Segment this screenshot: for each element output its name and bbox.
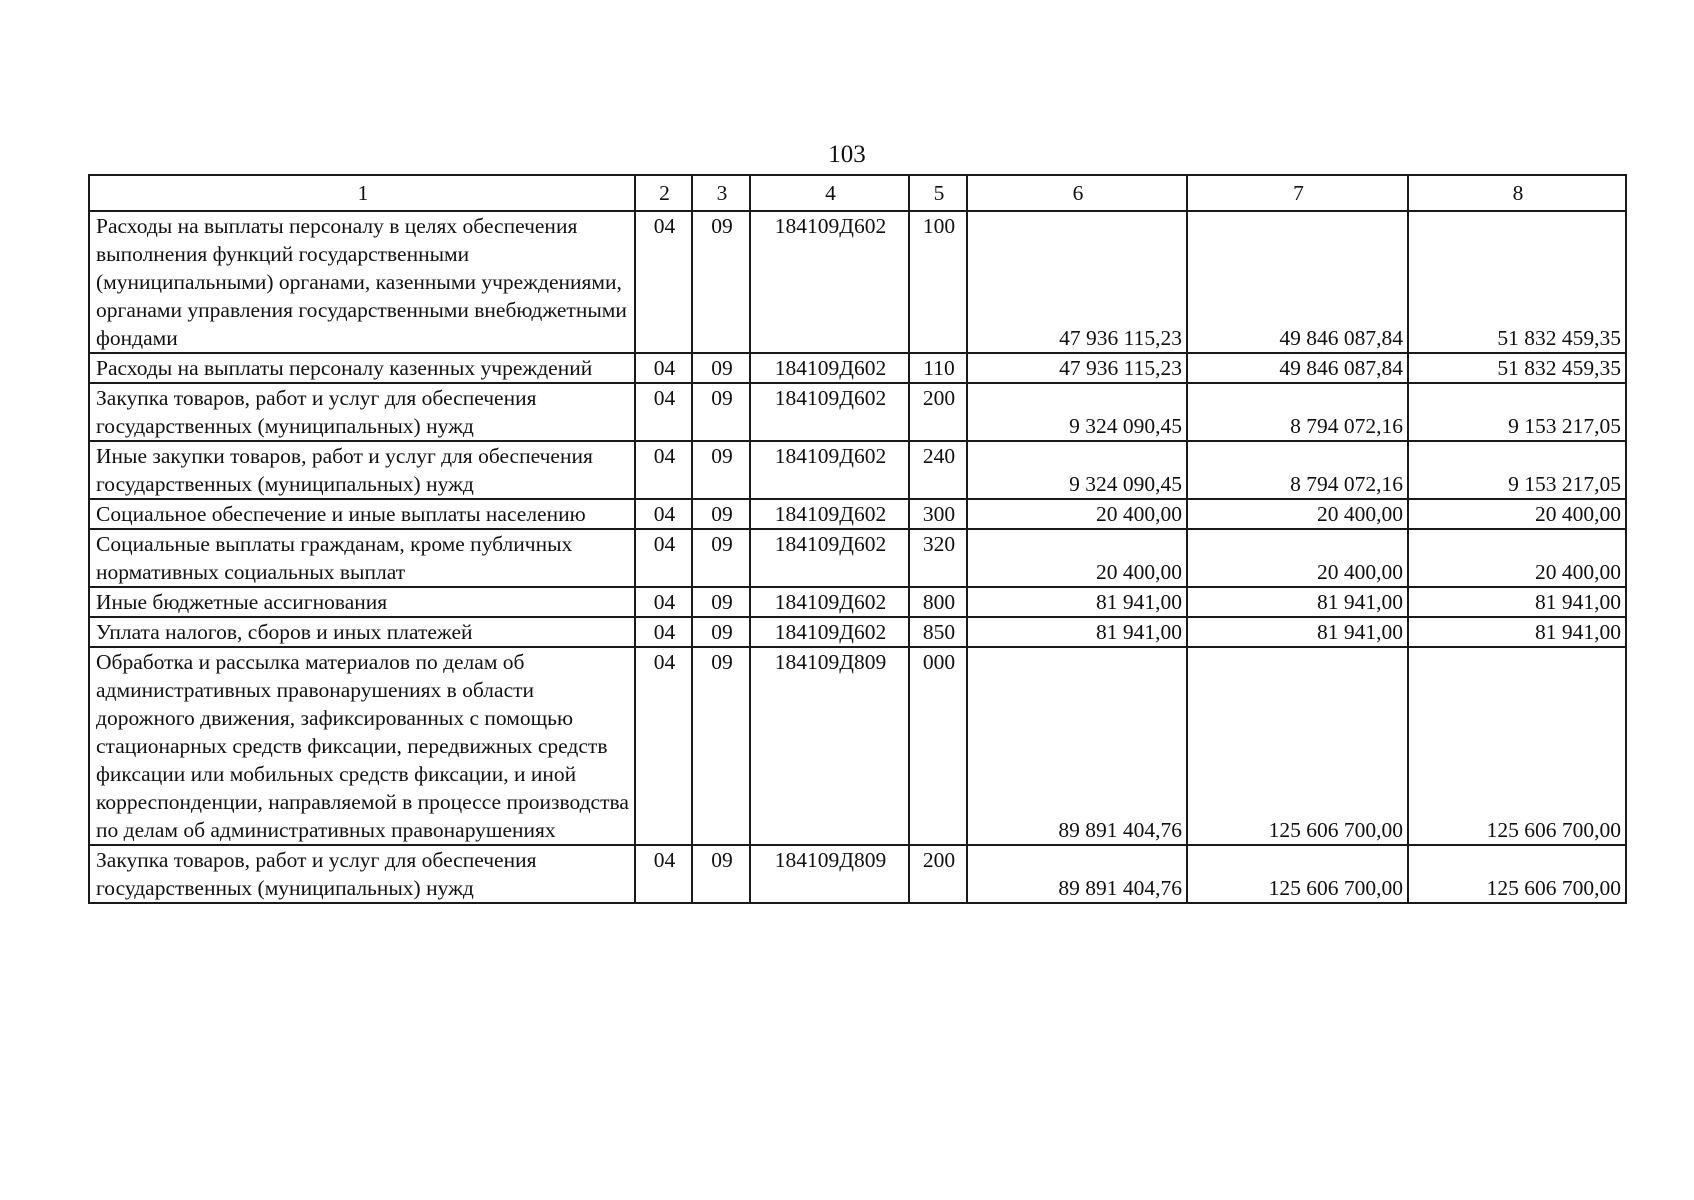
table-row	[89, 353, 1626, 383]
section-code-cell: 04	[635, 383, 692, 441]
subsection-code-cell: 09	[692, 211, 750, 353]
expense-type-cell: 110	[909, 353, 967, 383]
amount-col7-cell: 49 846 087,84	[1187, 211, 1408, 353]
amount-col8-cell: 81 941,00	[1408, 587, 1626, 617]
amount-col7-cell: 125 606 700,00	[1187, 845, 1408, 903]
amount-col7-cell: 81 941,00	[1187, 617, 1408, 647]
expense-name-cell: Обработка и рассылка материалов по делам об административных правонарушениях в области дорожного движения, зафиксированных с помощью стационарных средств фиксации, передвижных средств фиксации или мобильных средств фиксации, и иной корреспонденции, направляемой в процессе производства по делам об административных правонарушениях	[89, 647, 635, 845]
expense-type-cell: 000	[909, 647, 967, 845]
expense-type-cell: 200	[909, 845, 967, 903]
amount-col8-cell: 125 606 700,00	[1408, 647, 1626, 845]
expense-name-cell: Социальные выплаты гражданам, кроме публичных нормативных социальных выплат	[89, 529, 635, 587]
amount-col7-cell: 49 846 087,84	[1187, 353, 1408, 383]
section-code-cell: 04	[635, 529, 692, 587]
column-header: 2	[635, 175, 692, 211]
table-row	[89, 617, 1626, 647]
amount-col8-cell: 9 153 217,05	[1408, 383, 1626, 441]
section-code-cell: 04	[635, 587, 692, 617]
expense-name-cell: Социальное обеспечение и иные выплаты населению	[89, 499, 635, 529]
amount-col6-cell: 20 400,00	[967, 499, 1187, 529]
expense-type-cell: 300	[909, 499, 967, 529]
column-header: 1	[89, 175, 635, 211]
amount-col8-cell: 81 941,00	[1408, 617, 1626, 647]
column-header: 8	[1408, 175, 1626, 211]
amount-col7-cell: 20 400,00	[1187, 529, 1408, 587]
section-code-cell: 04	[635, 845, 692, 903]
amount-col6-cell: 9 324 090,45	[967, 441, 1187, 499]
section-code-cell: 04	[635, 647, 692, 845]
table-row	[89, 587, 1626, 617]
subsection-code-cell: 09	[692, 647, 750, 845]
table-row	[89, 211, 1626, 353]
target-article-cell: 184109Д809	[750, 647, 909, 845]
expense-name-cell: Расходы на выплаты персоналу в целях обеспечения выполнения функций государственными (муниципальными) органами, казенными учреждениями, органами управления государственными внебюджетными фондами	[89, 211, 635, 353]
table-row	[89, 441, 1626, 499]
table-row	[89, 529, 1626, 587]
budget-table	[88, 174, 1627, 904]
amount-col6-cell: 20 400,00	[967, 529, 1187, 587]
amount-col8-cell: 51 832 459,35	[1408, 211, 1626, 353]
expense-type-cell: 240	[909, 441, 967, 499]
amount-col8-cell: 125 606 700,00	[1408, 845, 1626, 903]
subsection-code-cell: 09	[692, 499, 750, 529]
header-row	[89, 175, 1626, 211]
column-header: 5	[909, 175, 967, 211]
amount-col6-cell: 9 324 090,45	[967, 383, 1187, 441]
expense-type-cell: 800	[909, 587, 967, 617]
section-code-cell: 04	[635, 617, 692, 647]
amount-col7-cell: 81 941,00	[1187, 587, 1408, 617]
target-article-cell: 184109Д602	[750, 383, 909, 441]
expense-type-cell: 100	[909, 211, 967, 353]
expense-name-cell: Расходы на выплаты персоналу казенных учреждений	[89, 353, 635, 383]
subsection-code-cell: 09	[692, 441, 750, 499]
expense-type-cell: 850	[909, 617, 967, 647]
amount-col8-cell: 51 832 459,35	[1408, 353, 1626, 383]
target-article-cell: 184109Д602	[750, 211, 909, 353]
amount-col6-cell: 89 891 404,76	[967, 845, 1187, 903]
amount-col8-cell: 9 153 217,05	[1408, 441, 1626, 499]
expense-name-cell: Иные бюджетные ассигнования	[89, 587, 635, 617]
subsection-code-cell: 09	[692, 845, 750, 903]
target-article-cell: 184109Д602	[750, 441, 909, 499]
target-article-cell: 184109Д602	[750, 529, 909, 587]
section-code-cell: 04	[635, 353, 692, 383]
column-header: 7	[1187, 175, 1408, 211]
target-article-cell: 184109Д602	[750, 617, 909, 647]
table-row	[89, 383, 1626, 441]
table-row	[89, 499, 1626, 529]
expense-type-cell: 200	[909, 383, 967, 441]
amount-col8-cell: 20 400,00	[1408, 529, 1626, 587]
amount-col8-cell: 20 400,00	[1408, 499, 1626, 529]
column-header: 4	[750, 175, 909, 211]
target-article-cell: 184109Д809	[750, 845, 909, 903]
amount-col6-cell: 81 941,00	[967, 587, 1187, 617]
amount-col7-cell: 20 400,00	[1187, 499, 1408, 529]
section-code-cell: 04	[635, 499, 692, 529]
amount-col7-cell: 8 794 072,16	[1187, 441, 1408, 499]
subsection-code-cell: 09	[692, 353, 750, 383]
expense-type-cell: 320	[909, 529, 967, 587]
section-code-cell: 04	[635, 441, 692, 499]
expense-name-cell: Закупка товаров, работ и услуг для обеспечения государственных (муниципальных) нужд	[89, 845, 635, 903]
section-code-cell: 04	[635, 211, 692, 353]
page-number: 103	[828, 141, 866, 168]
table-row	[89, 845, 1626, 903]
target-article-cell: 184109Д602	[750, 353, 909, 383]
column-header: 3	[692, 175, 750, 211]
amount-col7-cell: 125 606 700,00	[1187, 647, 1408, 845]
target-article-cell: 184109Д602	[750, 499, 909, 529]
expense-name-cell: Закупка товаров, работ и услуг для обеспечения государственных (муниципальных) нужд	[89, 383, 635, 441]
target-article-cell: 184109Д602	[750, 587, 909, 617]
expense-name-cell: Уплата налогов, сборов и иных платежей	[89, 617, 635, 647]
subsection-code-cell: 09	[692, 587, 750, 617]
amount-col6-cell: 47 936 115,23	[967, 353, 1187, 383]
subsection-code-cell: 09	[692, 383, 750, 441]
amount-col6-cell: 47 936 115,23	[967, 211, 1187, 353]
amount-col6-cell: 81 941,00	[967, 617, 1187, 647]
amount-col7-cell: 8 794 072,16	[1187, 383, 1408, 441]
column-header: 6	[967, 175, 1187, 211]
subsection-code-cell: 09	[692, 529, 750, 587]
subsection-code-cell: 09	[692, 617, 750, 647]
amount-col6-cell: 89 891 404,76	[967, 647, 1187, 845]
table-row	[89, 647, 1626, 845]
expense-name-cell: Иные закупки товаров, работ и услуг для обеспечения государственных (муниципальных) нужд	[89, 441, 635, 499]
